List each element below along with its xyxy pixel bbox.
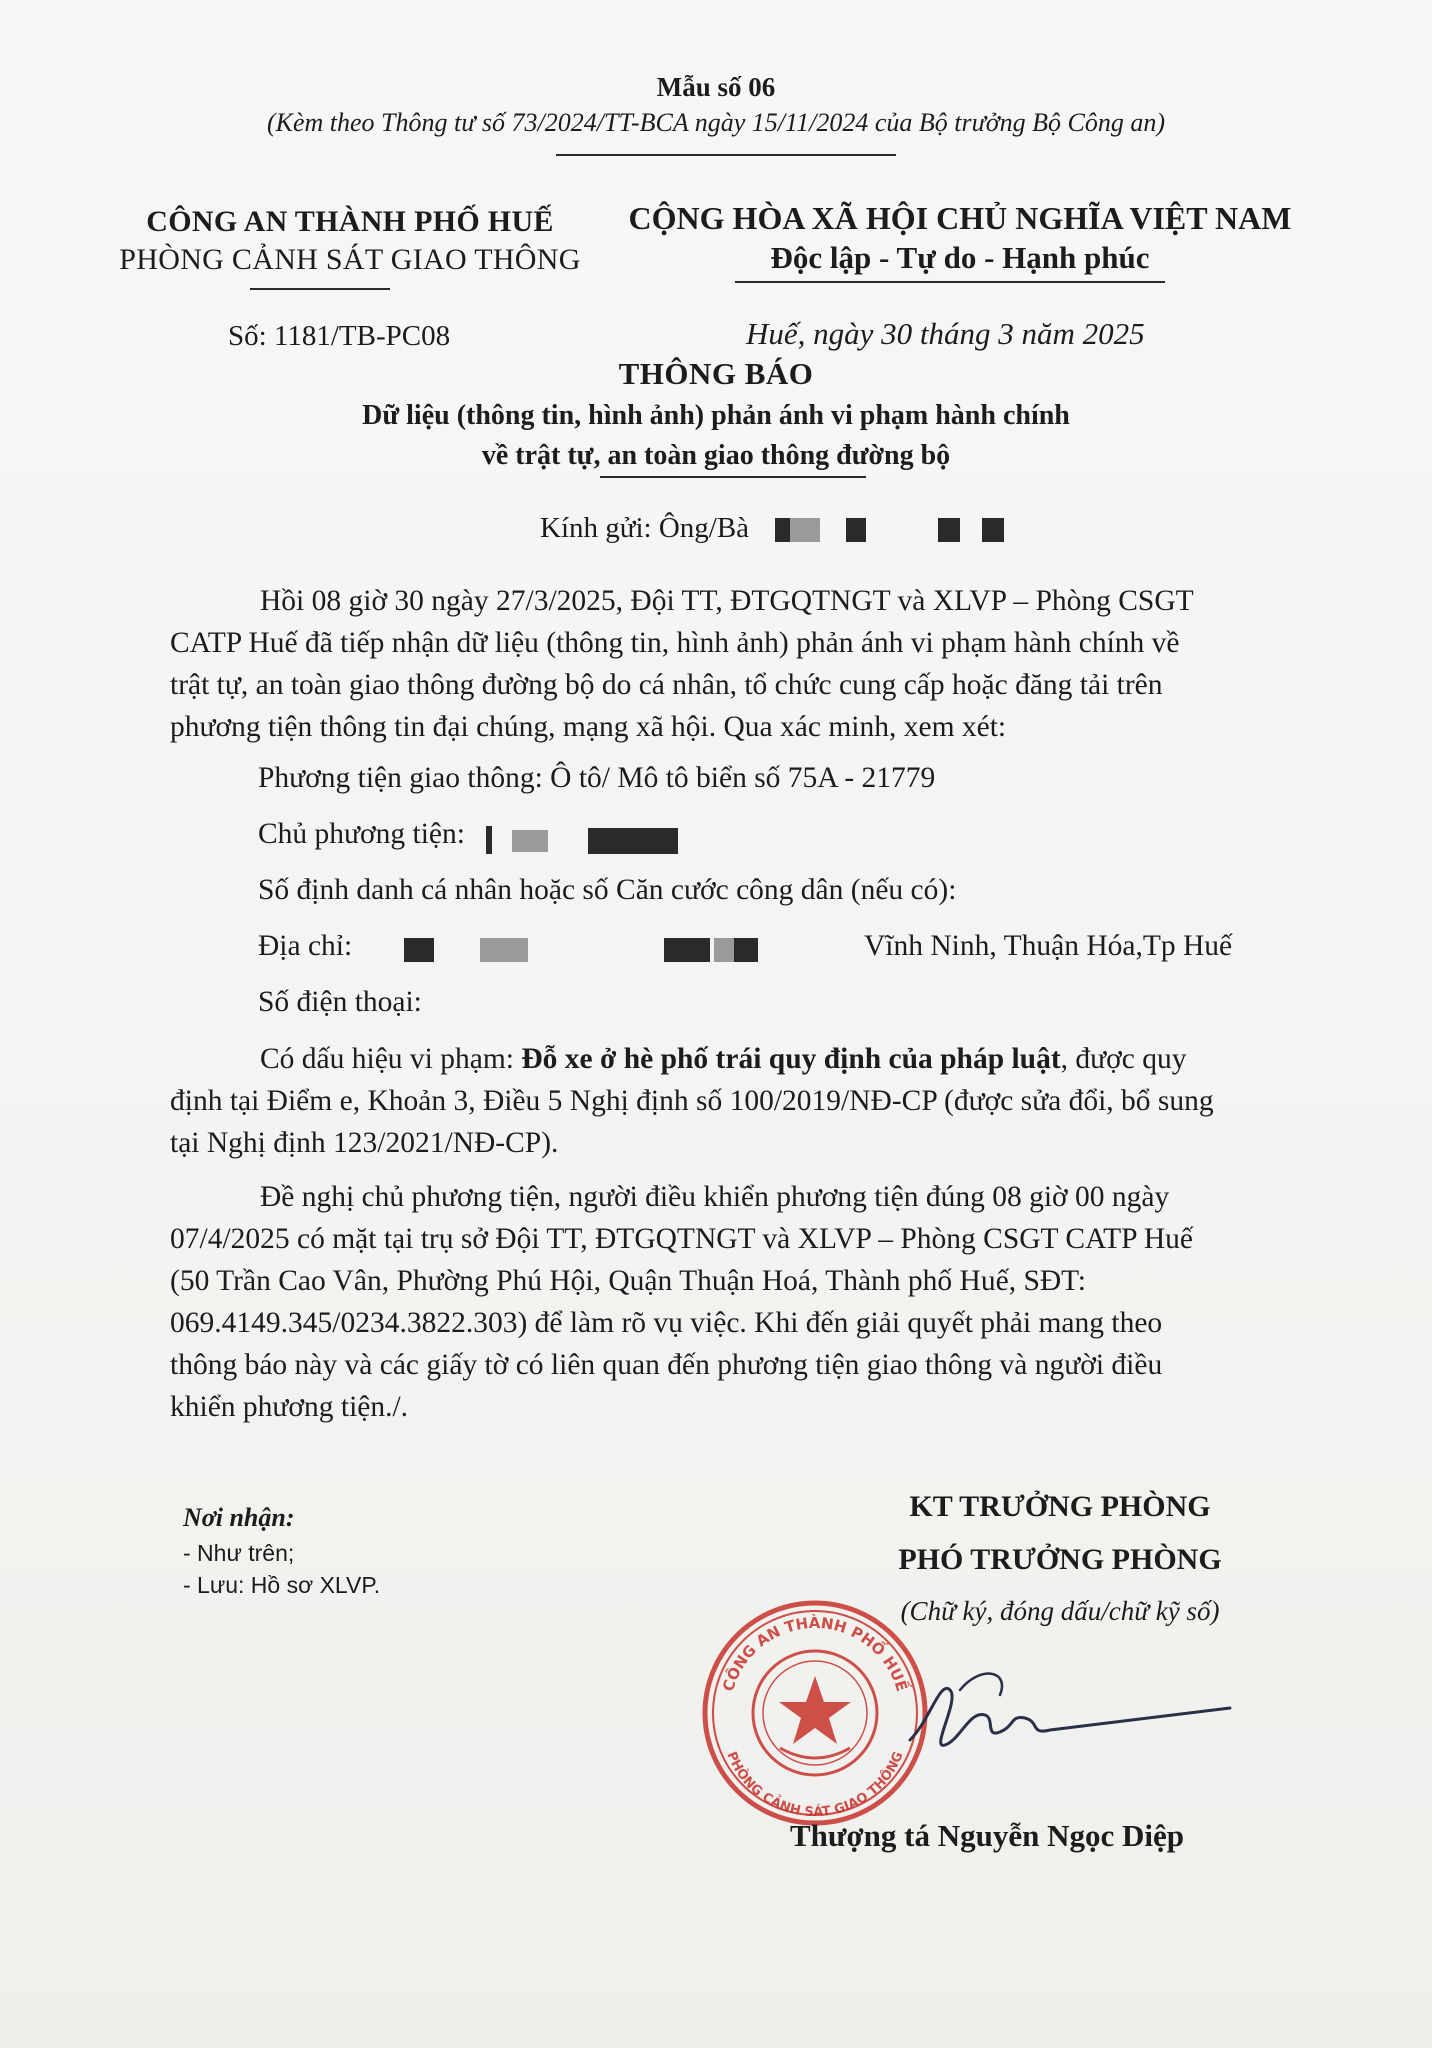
recipient-item: - Lưu: Hồ sơ XLVP.: [183, 1572, 381, 1598]
svg-text:PHÒNG CẢNH SÁT GIAO THÔNG: [723, 1750, 906, 1820]
organization-divider: [250, 288, 390, 290]
address-visible: Vĩnh Ninh, Thuận Hóa,Tp Huế: [864, 930, 1233, 962]
organization-name: CÔNG AN THÀNH PHỐ HUẾ: [146, 205, 554, 238]
redaction-block: [982, 518, 1004, 542]
department-name: PHÒNG CẢNH SÁT GIAO THÔNG: [119, 243, 581, 276]
redaction-block: [938, 518, 960, 542]
seal-text-top: CÔNG AN THÀNH PHỐ HUẾ: [719, 1613, 911, 1694]
header-divider: [556, 154, 896, 156]
redaction-block: [404, 938, 434, 962]
request-paragraph: [170, 1176, 1282, 1428]
intro-paragraph: [170, 580, 1282, 748]
redaction-block: [846, 518, 866, 542]
signature-note: (Chữ ký, đóng dấu/chữ kỹ số): [900, 1596, 1220, 1626]
signature-title-line2: PHÓ TRƯỞNG PHÒNG: [898, 1543, 1222, 1576]
redaction-block: [486, 826, 492, 854]
violation-prefix: Có dấu hiệu vi phạm:: [260, 1043, 514, 1075]
owner-label: Chủ phương tiện:: [258, 818, 465, 850]
phone-label: Số điện thoại:: [258, 986, 422, 1018]
request-line: (50 Trần Cao Vân, Phường Phú Hội, Quận Thuận Hoá, Thành phố Huế, SĐT:: [170, 1265, 1086, 1297]
place-date: Huế, ngày 30 tháng 3 năm 2025: [746, 316, 1145, 351]
violation-description: Đỗ xe ở hè phố trái quy định của pháp luật: [521, 1043, 1061, 1075]
vehicle-field: Phương tiện giao thông: Ô tô/ Mô tô biển số 75A - 21779: [258, 762, 936, 794]
recipient-item: - Như trên;: [183, 1540, 295, 1566]
violation-paragraph: [170, 1038, 1282, 1164]
motto-divider: [735, 281, 1165, 283]
redaction-block: [480, 938, 528, 962]
redaction-block: [588, 828, 678, 854]
request-line: 07/4/2025 có mặt tại trụ sở Đội TT, ĐTGQTNGT và XLVP – Phòng CSGT CATP Huế: [170, 1223, 1193, 1255]
intro-line: trật tự, an toàn giao thông đường bộ do cá nhân, tổ chức cung cấp hoặc đăng tải trên: [170, 669, 1163, 701]
recipients-title: Nơi nhận:: [183, 1503, 295, 1532]
form-number: Mẫu số 06: [656, 72, 776, 102]
redaction-block: [512, 830, 548, 852]
seal-text-bottom: PHÒNG CẢNH SÁT GIAO THÔNG: [723, 1749, 907, 1821]
document-title: THÔNG BÁO: [618, 356, 814, 391]
intro-line: phương tiện thông tin đại chúng, mạng xã hội. Qua xác minh, xem xét:: [170, 711, 1007, 743]
request-line: 069.4149.345/0234.3822.303) để làm rõ vụ việc. Khi đến giải quyết phải mang theo: [170, 1307, 1163, 1339]
salutation: Kính gửi: Ông/Bà: [540, 512, 750, 544]
violation-line: tại Nghị định 123/2021/NĐ-CP).: [170, 1127, 559, 1159]
signature-title-line1: KT TRƯỞNG PHÒNG: [909, 1490, 1211, 1523]
handwritten-signature-icon: [890, 1660, 1250, 1770]
nation-motto: Độc lập - Tự do - Hạnh phúc: [770, 240, 1150, 275]
signer-name: Thượng tá Nguyễn Ngọc Diệp: [790, 1818, 1185, 1853]
address-label: Địa chỉ:: [258, 930, 353, 962]
request-line: thông báo này và các giấy tờ có liên quan đến phương tiện giao thông và người điều: [170, 1349, 1163, 1381]
document-number: Số: 1181/TB-PC08: [228, 320, 451, 352]
request-line: Đề nghị chủ phương tiện, người điều khiển phương tiện đúng 08 giờ 00 ngày: [260, 1181, 1170, 1213]
document-subtitle-line2: về trật tự, an toàn giao thông đường bộ: [481, 440, 951, 471]
document-subtitle-line1: Dữ liệu (thông tin, hình ảnh) phản ánh vi phạm hành chính: [362, 400, 1070, 431]
redaction-block: [664, 938, 710, 962]
violation-suffix: , được quy: [1060, 1043, 1187, 1075]
nation-title: CỘNG HÒA XÃ HỘI CHỦ NGHĨA VIỆT NAM: [628, 200, 1292, 236]
violation-line: định tại Điểm e, Khoản 3, Điều 5 Nghị định số 100/2019/NĐ-CP (được sửa đổi, bổ sung: [170, 1085, 1214, 1117]
form-reference: (Kèm theo Thông tư số 73/2024/TT-BCA ngày 15/11/2024 của Bộ trưởng Bộ Công an): [266, 108, 1166, 137]
intro-line: Hồi 08 giờ 30 ngày 27/3/2025, Đội TT, ĐTGQTNGT và XLVP – Phòng CSGT: [260, 585, 1194, 617]
title-underline: [600, 476, 866, 478]
redaction-block: [734, 938, 758, 962]
request-line: khiển phương tiện./.: [170, 1391, 409, 1423]
redaction-block: [790, 518, 820, 542]
id-number-label: Số định danh cá nhân hoặc số Căn cước công dân (nếu có):: [258, 874, 957, 906]
intro-line: CATP Huế đã tiếp nhận dữ liệu (thông tin, hình ảnh) phản ánh vi phạm hành chính về: [170, 627, 1180, 659]
